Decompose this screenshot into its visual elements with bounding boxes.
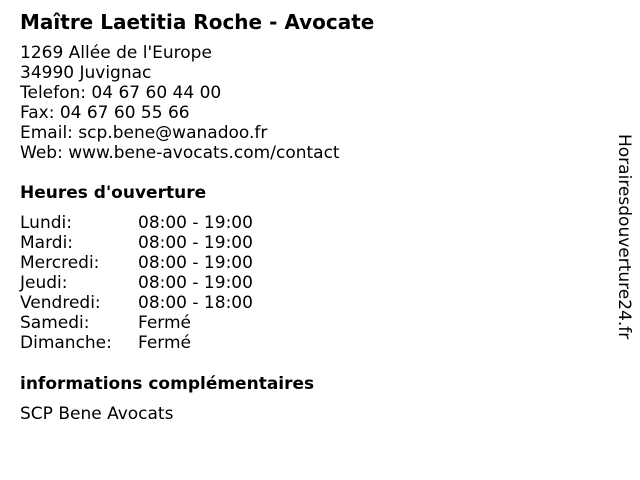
hours-row	[20, 313, 320, 333]
contact-block	[20, 43, 340, 163]
address-city: 34990 Juvignac	[20, 63, 152, 83]
hours-heading: Heures d'ouverture	[20, 183, 207, 203]
day-hours: 08:00 - 19:00	[138, 233, 253, 253]
hours-row	[20, 293, 320, 313]
hours-row	[20, 333, 320, 353]
hours-table	[20, 213, 320, 353]
day-label: Mardi:	[20, 233, 74, 253]
day-hours: 08:00 - 19:00	[138, 273, 253, 293]
email-address: Email: scp.bene@wanadoo.fr	[20, 123, 268, 143]
hours-row	[20, 273, 320, 293]
day-hours: 08:00 - 19:00	[138, 253, 253, 273]
day-label: Lundi:	[20, 213, 72, 233]
day-label: Dimanche:	[20, 333, 112, 353]
phone-number: Telefon: 04 67 60 44 00	[20, 83, 222, 103]
day-hours: Fermé	[138, 333, 192, 353]
day-label: Jeudi:	[20, 273, 68, 293]
watermark-container	[612, 134, 636, 346]
address-street: 1269 Allée de l'Europe	[20, 43, 212, 63]
day-hours: 08:00 - 18:00	[138, 293, 253, 313]
hours-row	[20, 253, 320, 273]
info-heading: informations complémentaires	[20, 374, 315, 394]
day-label: Mercredi:	[20, 253, 100, 273]
hours-row	[20, 233, 320, 253]
info-text: SCP Bene Avocats	[20, 404, 174, 424]
page-title: Maître Laetitia Roche - Avocate	[20, 10, 375, 34]
side-watermark-text: Horairesdouverture24.fr	[614, 134, 634, 340]
day-label: Vendredi:	[20, 293, 101, 313]
fax-number: Fax: 04 67 60 55 66	[20, 103, 190, 123]
website-url: Web: www.bene-avocats.com/contact	[20, 143, 340, 163]
day-hours: 08:00 - 19:00	[138, 213, 253, 233]
day-hours: Fermé	[138, 313, 192, 333]
day-label: Samedi:	[20, 313, 90, 333]
hours-row	[20, 213, 320, 233]
